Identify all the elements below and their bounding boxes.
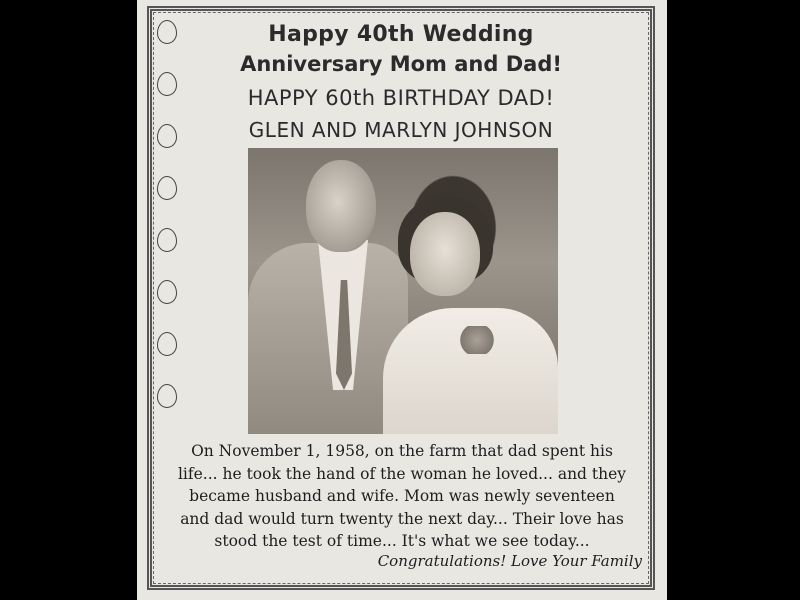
headline-line-1: Happy 40th Wedding bbox=[268, 22, 534, 47]
photo-woman-head bbox=[410, 212, 480, 296]
headline-line-2: Anniversary Mom and Dad! bbox=[240, 52, 562, 76]
balloon-border bbox=[155, 20, 185, 440]
story-line: On November 1, 1958, on the farm that dad spent his bbox=[191, 442, 613, 460]
story-line: stood the test of time... It's what we see today... bbox=[214, 532, 590, 550]
story-line: and dad would turn twenty the next day... Their love has bbox=[180, 509, 624, 528]
headline-line-3: HAPPY 60th BIRTHDAY DAD! bbox=[247, 86, 555, 110]
balloon-icon bbox=[157, 332, 177, 356]
balloon-icon bbox=[157, 384, 177, 408]
balloon-icon bbox=[157, 280, 177, 304]
story-line: became husband and wife. Mom was newly seventeen bbox=[189, 487, 615, 505]
balloon-icon bbox=[157, 176, 177, 200]
balloon-icon bbox=[157, 228, 177, 252]
signature: Congratulations! Love Your Family bbox=[377, 552, 642, 570]
story-line: life... he took the hand of the woman he loved... and they bbox=[177, 464, 627, 483]
story-text bbox=[167, 440, 637, 553]
couple-photo bbox=[248, 148, 558, 434]
newspaper-clipping bbox=[137, 0, 667, 600]
headline-names: GLEN AND MARLYN JOHNSON bbox=[248, 118, 554, 142]
photo-man-head bbox=[306, 160, 376, 252]
photo-corsage bbox=[458, 326, 496, 354]
